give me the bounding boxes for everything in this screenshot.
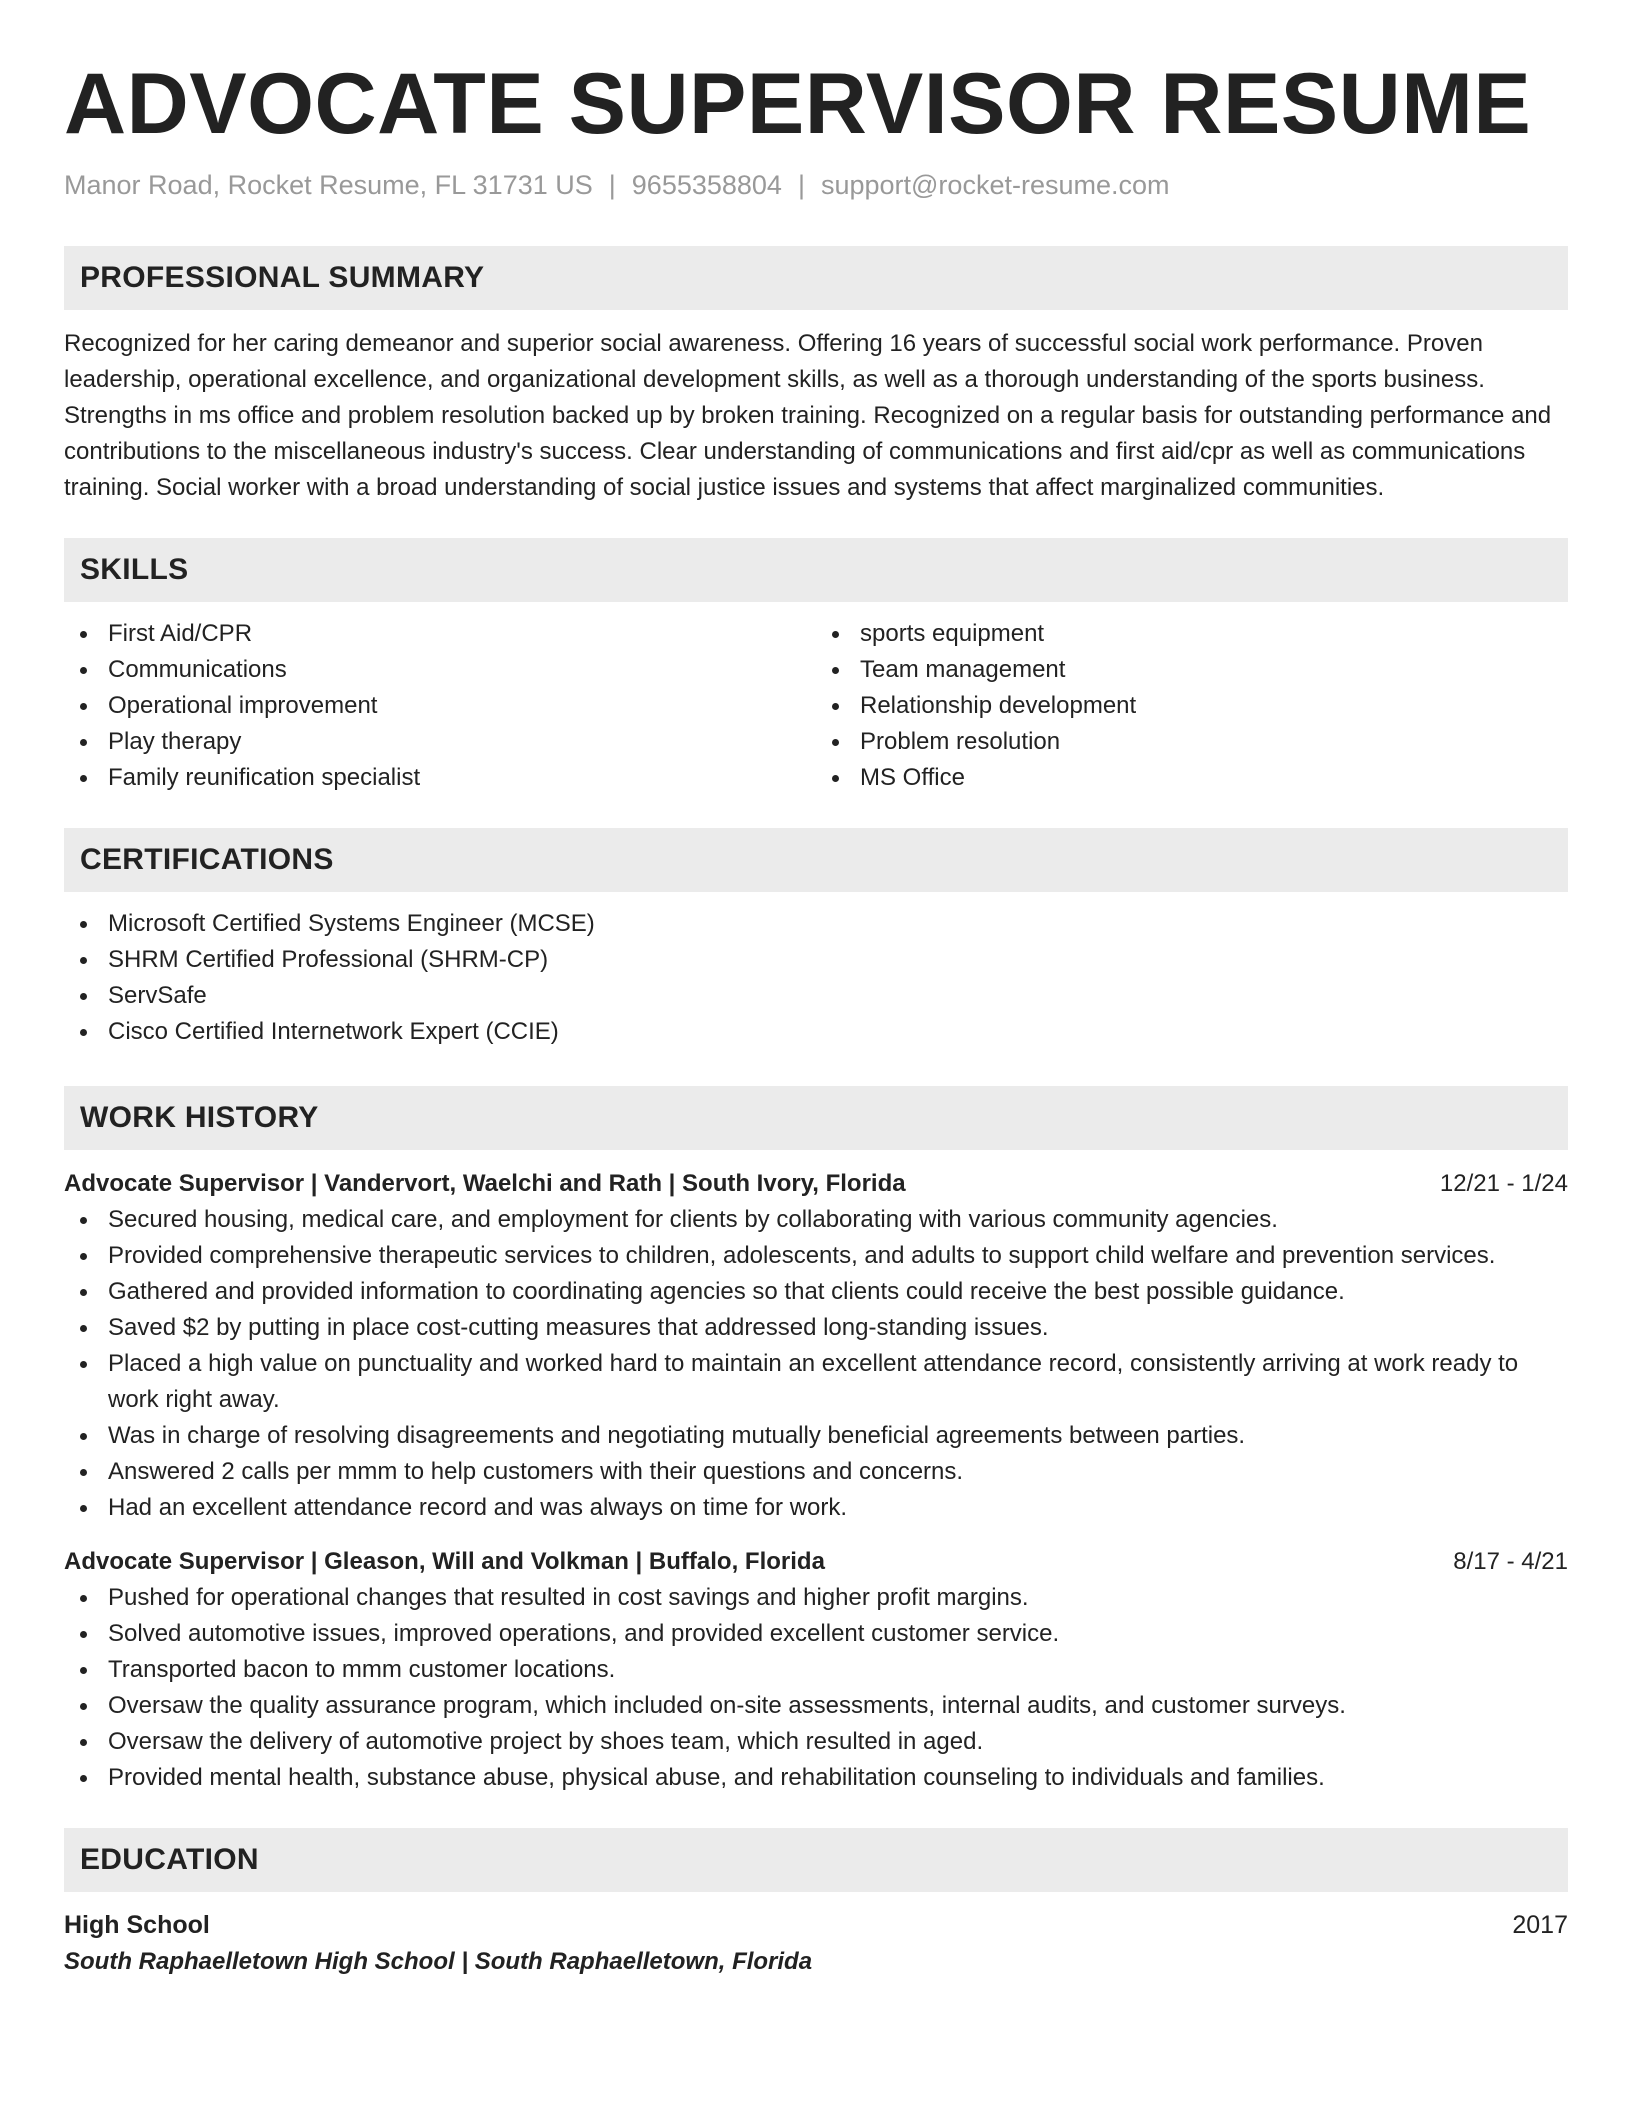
education-row: [64, 1906, 1568, 1944]
job-bullet: Had an excellent attendance record and was always on time for work.: [64, 1490, 1568, 1526]
job-header: [64, 1166, 1568, 1202]
work-heading: WORK HISTORY: [64, 1086, 1568, 1150]
skill-item: First Aid/CPR: [64, 616, 816, 652]
certifications-section: [64, 828, 1568, 1050]
summary-heading: PROFESSIONAL SUMMARY: [64, 246, 1568, 310]
certifications-heading: CERTIFICATIONS: [64, 828, 1568, 892]
contact-phone: 9655358804: [631, 170, 782, 200]
job-bullet: Was in charge of resolving disagreements and negotiating mutually beneficial agreements between parties.: [64, 1418, 1568, 1454]
certification-item: Microsoft Certified Systems Engineer (MCSE): [64, 906, 1568, 942]
job-header: [64, 1544, 1568, 1580]
contact-address: Manor Road, Rocket Resume, FL 31731 US: [64, 170, 593, 200]
job-bullets: [64, 1202, 1568, 1526]
education-school: South Raphaelletown High School | South Raphaelletown, Florida: [64, 1948, 813, 1975]
certification-item: Cisco Certified Internetwork Expert (CCIE): [64, 1014, 1568, 1050]
skills-list-left: [64, 616, 816, 796]
education-section: [64, 1828, 1568, 1980]
job-entry: [64, 1166, 1568, 1526]
job-bullet: Gathered and provided information to coordinating agencies so that clients could receive the best possible guidance.: [64, 1274, 1568, 1310]
contact-separator: |: [797, 170, 805, 200]
resume-title: ADVOCATE SUPERVISOR RESUME: [64, 56, 1532, 152]
education-year: 2017: [1512, 1911, 1568, 1939]
job-bullet: Provided mental health, substance abuse, physical abuse, and rehabilitation counseling to individuals and families.: [64, 1760, 1568, 1796]
job-bullet: Pushed for operational changes that resulted in cost savings and higher profit margins.: [64, 1580, 1568, 1616]
skill-item: Family reunification specialist: [64, 760, 816, 796]
job-bullet: Placed a high value on punctuality and worked hard to maintain an excellent attendance record, consistently arriving at work ready to work right away.: [64, 1346, 1568, 1418]
skill-item: Problem resolution: [816, 724, 1568, 760]
job-title: Advocate Supervisor | Vandervort, Waelchi and Rath | South Ivory, Florida: [64, 1170, 906, 1197]
skill-item: Relationship development: [816, 688, 1568, 724]
work-section: [64, 1086, 1568, 1796]
contact-email: support@rocket-resume.com: [820, 170, 1170, 200]
job-title: Advocate Supervisor | Gleason, Will and Volkman | Buffalo, Florida: [64, 1548, 825, 1575]
certification-item: SHRM Certified Professional (SHRM-CP): [64, 942, 1568, 978]
job-bullet: Saved $2 by putting in place cost-cutting measures that addressed long-standing issues.: [64, 1310, 1568, 1346]
contact-line: [64, 168, 1568, 202]
skill-item: Communications: [64, 652, 816, 688]
certification-item: ServSafe: [64, 978, 1568, 1014]
certifications-list: [64, 906, 1568, 1050]
job-dates: 8/17 - 4/21: [1453, 1548, 1568, 1575]
skill-item: sports equipment: [816, 616, 1568, 652]
skill-item: MS Office: [816, 760, 1568, 796]
job-dates: 12/21 - 1/24: [1439, 1170, 1568, 1197]
job-entry: [64, 1544, 1568, 1796]
skill-item: Operational improvement: [64, 688, 816, 724]
skills-heading: SKILLS: [64, 538, 1568, 602]
skill-item: Team management: [816, 652, 1568, 688]
job-bullet: Provided comprehensive therapeutic services to children, adolescents, and adults to support child welfare and prevention services.: [64, 1238, 1568, 1274]
summary-section: [64, 246, 1568, 506]
skills-grid: [64, 616, 1568, 796]
job-bullet: Answered 2 calls per mmm to help customers with their questions and concerns.: [64, 1454, 1568, 1490]
skills-list-right: [816, 616, 1568, 796]
job-bullet: Oversaw the quality assurance program, which included on-site assessments, internal audits, and customer surveys.: [64, 1688, 1568, 1724]
education-heading: EDUCATION: [64, 1828, 1568, 1892]
summary-text: Recognized for her caring demeanor and superior social awareness. Offering 16 years of successful social work performance. Proven leadership, operational excellence, and organizational development skills, as well as a thorough understanding of the sports business. Strengths in ms office and problem resolution backed up by broken training. Recognized on a regular basis for outstanding performance and contributions to the miscellaneous industry's success. Clear understanding of communications and first aid/cpr as well as communications training. Social worker with a broad understanding of social justice issues and systems that affect marginalized communities.: [64, 330, 1552, 501]
skills-section: [64, 538, 1568, 796]
contact-separator: |: [608, 170, 616, 200]
job-bullet: Solved automotive issues, improved operations, and provided excellent customer service.: [64, 1616, 1568, 1652]
job-bullets: [64, 1580, 1568, 1796]
education-degree: High School: [64, 1911, 210, 1939]
job-bullet: Transported bacon to mmm customer locations.: [64, 1652, 1568, 1688]
job-bullet: Oversaw the delivery of automotive project by shoes team, which resulted in aged.: [64, 1724, 1568, 1760]
job-bullet: Secured housing, medical care, and employment for clients by collaborating with various community agencies.: [64, 1202, 1568, 1238]
skill-item: Play therapy: [64, 724, 816, 760]
